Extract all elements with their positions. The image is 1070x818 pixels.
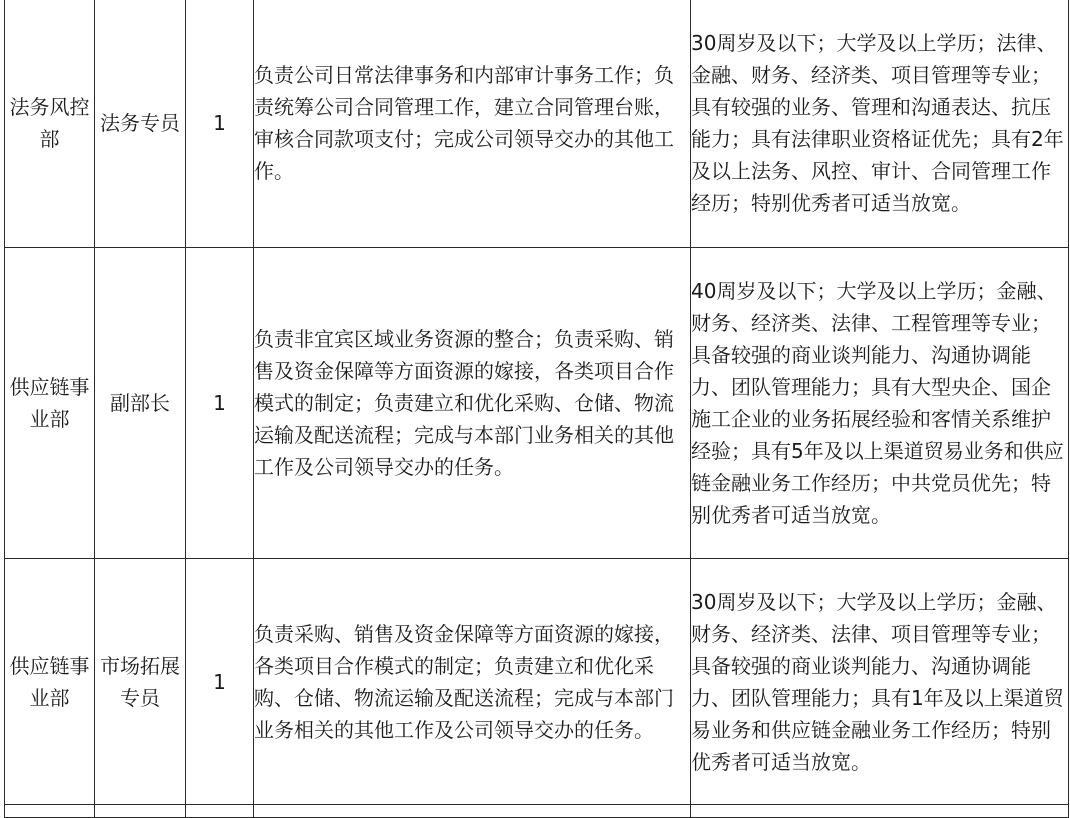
requirements-cell: 40周岁及以下；大学及以上学历；金融、财务、经济类、法律、工程管理等专业；具备较强的商业谈判能力、沟通协调能力、团队管理能力；具有大型央企、国企施工企业的业务拓展经验和客情关系维护经验；具有5年及以上渠道贸易业务和供应链金融业务工作经历；中共党员优先；特别优秀者可适当放宽。 (691, 248, 1069, 559)
department-cell: 供应链事业部 (5, 248, 95, 559)
table-row (5, 0, 1069, 248)
requirements-cell: 30周岁及以下；大学及以上学历；法律、金融、财务、经济类、项目管理等专业；具有较强的业务、管理和沟通表达、抗压能力；具有法律职业资格证优先；具有2年及以上法务、风控、审计、合同管理工作经历；特别优秀者可适当放宽。 (691, 0, 1069, 248)
requirements-cell: 30周岁及以下；大学及以上学历；金融、财务、经济类、法律、项目管理等专业；具备较强的商业谈判能力、沟通协调能力、团队管理能力；具有1年及以上渠道贸易业务和供应链金融业务工作经历；特别优秀者可适当放宽。 (691, 559, 1069, 805)
position-cell: 法务专员 (95, 0, 186, 248)
empty-cell (254, 805, 691, 818)
duties-cell: 负责非宜宾区域业务资源的整合；负责采购、销售及资金保障等方面资源的嫁接，各类项目合作模式的制定；负责建立和优化采购、仓储、物流运输及配送流程；完成与本部门业务相关的其他工作及公司领导交办的任务。 (254, 248, 691, 559)
headcount-cell: 1 (186, 0, 254, 248)
table-row (5, 248, 1069, 559)
department-cell: 法务风控部 (5, 0, 95, 248)
table-row-partial (5, 805, 1069, 818)
empty-cell (186, 805, 254, 818)
headcount-cell: 1 (186, 248, 254, 559)
empty-cell (691, 805, 1069, 818)
department-cell: 供应链事业部 (5, 559, 95, 805)
headcount-cell: 1 (186, 559, 254, 805)
empty-cell (5, 805, 95, 818)
empty-cell (95, 805, 186, 818)
duties-cell: 负责采购、销售及资金保障等方面资源的嫁接，各类项目合作模式的制定；负责建立和优化采购、仓储、物流运输及配送流程；完成与本部门业务相关的其他工作及公司领导交办的任务。 (254, 559, 691, 805)
position-cell: 市场拓展专员 (95, 559, 186, 805)
recruitment-table (4, 0, 1069, 818)
duties-cell: 负责公司日常法律事务和内部审计事务工作；负责统筹公司合同管理工作，建立合同管理台账，审核合同款项支付；完成公司领导交办的其他工作。 (254, 0, 691, 248)
position-cell: 副部长 (95, 248, 186, 559)
table-row (5, 559, 1069, 805)
